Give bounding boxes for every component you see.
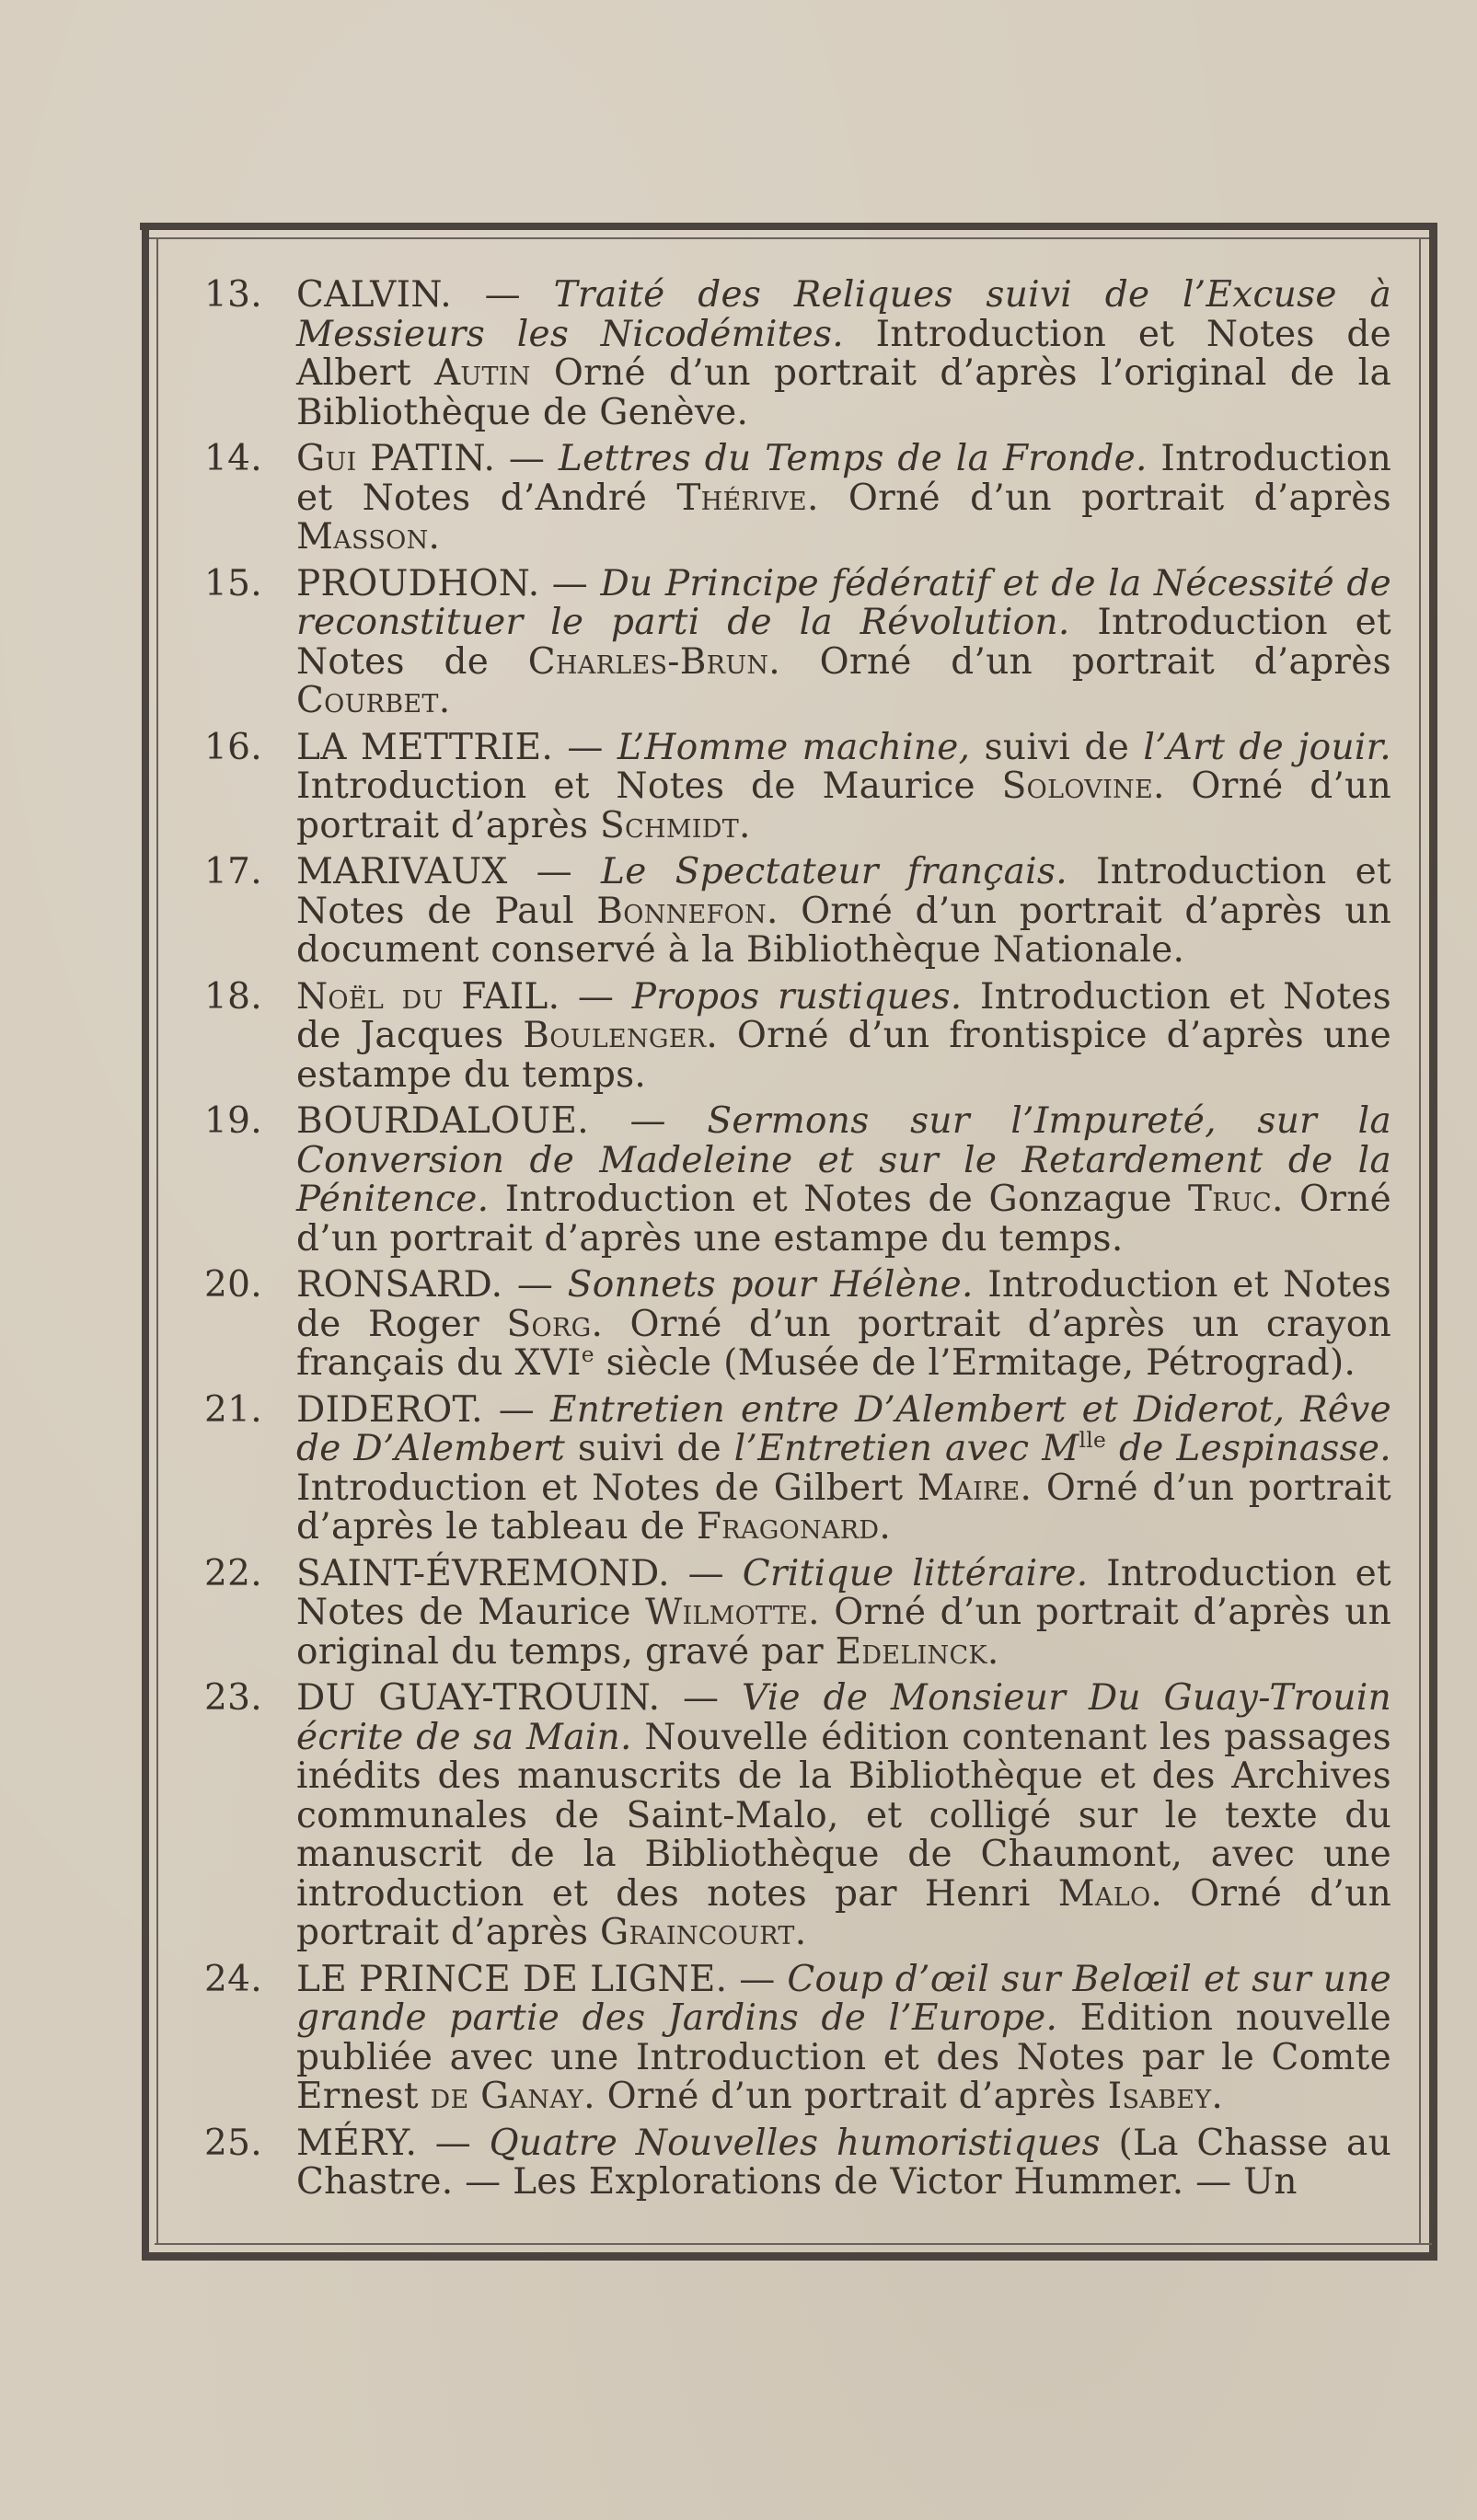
entry-author: SAINT-ÉVREMOND. (296, 1552, 670, 1594)
entry-text: . Orné d’un portrait d’après un original du temps, gravé par (296, 1592, 1391, 1673)
catalog-entry-21 (204, 1388, 1391, 1548)
catalog-entry-20 (204, 1266, 1391, 1384)
entry-author: LE PRINCE DE LIGNE. (296, 1958, 728, 2000)
entry-name: Courbet (296, 680, 439, 721)
frame-border-left (142, 223, 149, 2261)
entry-number: 14. (204, 438, 262, 479)
entry-dash: — (451, 274, 554, 316)
frame-border-bottom (147, 2252, 1436, 2261)
entry-name: Wilmotte (645, 1592, 809, 1633)
entry-name: Solovine (1001, 765, 1153, 807)
entry-name: Boulenger (523, 1015, 707, 1056)
entry-text: Introduction et Notes de Gilbert (296, 1467, 917, 1509)
entry-superscript: lle (1079, 1427, 1107, 1453)
entry-text: Introduction et Notes de (296, 602, 1391, 683)
entry-name: Sorg (506, 1303, 592, 1345)
entry-name: Thérive (676, 477, 807, 519)
frame-rule-top (147, 237, 1434, 239)
entry-number: 25. (204, 2122, 262, 2164)
catalog-entry-13 (204, 276, 1391, 432)
entry-title: Le Spectateur français. (601, 851, 1067, 892)
entry-dash: — (727, 1958, 788, 2000)
entry-number: 20. (204, 1264, 262, 1306)
entry-name: Graincourt (600, 1912, 795, 1953)
entry-dash: — (495, 438, 559, 479)
entry-text: Introduction et Notes de Paul (296, 851, 1391, 932)
entry-name: Bonnefon (596, 890, 767, 932)
entry-name: Maire (917, 1467, 1021, 1509)
entry-title: Propos rustiques. (631, 975, 963, 1018)
frame-rule-left (156, 237, 158, 2245)
catalog-entry-18 (204, 975, 1392, 1096)
entry-text: . Orné d’un portrait d’après une estampe du temps. (296, 1179, 1391, 1260)
entry-text: . (1211, 2076, 1224, 2117)
entry-text: Introduction et Notes d’André (296, 438, 1391, 519)
entry-author: CALVIN. (296, 274, 452, 316)
entry-text: . Orné d’un portrait d’après (768, 640, 1391, 683)
entry-name: de Ganay (430, 2076, 584, 2117)
entry-name: Truc (1187, 1179, 1272, 1220)
entry-author: DIDEROT. (296, 1388, 483, 1431)
catalog-entry-25 (204, 2124, 1391, 2203)
entry-text: Introduction et Notes de Albert (296, 313, 1391, 394)
entry-dash: — (553, 726, 617, 768)
entry-name: Edelinck (835, 1630, 987, 1673)
entry-title: Quatre Nouvelles humoristiques (489, 2122, 1101, 2164)
entry-author: FAIL. (443, 975, 560, 1018)
entry-superscript: e (581, 1341, 594, 1367)
entry-number: 19. (204, 1100, 262, 1142)
entry-text: Nouvelle édition contenant les passages inédits des manuscrits de la Bibliothèque et des Archives communales de Saint-Malo, et colligé sur le texte du manuscrit de la Bibliothèque de Chaumont, avec une introduction et des notes par Henri (296, 1716, 1391, 1915)
entry-number: 18. (204, 975, 262, 1018)
entry-title: Entretien entre D’Alembert et Diderot, Rêve de D’Alembert (296, 1388, 1391, 1469)
entry-number: 22. (204, 1552, 262, 1594)
entry-text: . Orné d’un portrait d’après (806, 477, 1391, 519)
frame-border-top (140, 223, 1437, 230)
entry-title: Lettres du Temps de la Fronde. (558, 438, 1148, 479)
entry-text: Introduction et Notes de Gonzague (489, 1179, 1188, 1220)
entry-dash: — (588, 1100, 708, 1142)
entry-number: 13. (204, 274, 262, 316)
entry-author: DU GUAY-TROUIN. (296, 1677, 661, 1719)
entry-text: Edition nouvelle publiée avec une Introduction et des Notes par le Comte Ernest (296, 1997, 1391, 2117)
catalog-entry-15 (204, 562, 1391, 721)
entry-dash: — (507, 851, 602, 892)
entry-dash: — (560, 975, 632, 1018)
entry-title: l’Entretien avec M (733, 1428, 1079, 1469)
entry-title: Sonnets pour Hélène. (567, 1264, 974, 1306)
entry-title: Critique littéraire. (742, 1552, 1089, 1594)
entry-name: Charles-Brun (527, 640, 769, 683)
frame-border-right (1429, 223, 1437, 2261)
frame-rule-right (1419, 237, 1421, 2245)
catalog-entry-14 (204, 440, 1391, 558)
entry-author-prefix: Gui (296, 438, 357, 479)
entry-title: Vie de Monsieur Du Guay-Trouin écrite de sa Main. (296, 1677, 1391, 1758)
entry-name: Malo (1057, 1872, 1151, 1915)
entry-dash: — (482, 1388, 550, 1431)
entry-author: PROUDHON. (296, 562, 540, 604)
catalog-entry-22 (204, 1552, 1391, 1673)
entry-name: Isabey (1107, 2076, 1212, 2117)
entry-text: siècle (Musée de l’Ermitage, Pétrograd). (594, 1342, 1356, 1384)
entry-title: Du Principe fédératif et de la Nécessité de reconstituer le parti de la Révolution. (296, 562, 1391, 643)
entry-author: PATIN. (356, 438, 496, 479)
catalog-entry-17 (204, 853, 1391, 971)
entry-author-prefix: Noël du (296, 975, 444, 1018)
entry-text: Introduction et Notes de Maurice (296, 765, 1002, 807)
entry-text: Introduction et Notes de Maurice (296, 1552, 1391, 1633)
entry-text: . Orné d’un portrait d’après (296, 765, 1391, 846)
entry-dash: — (660, 1677, 742, 1719)
entry-text: suivi de (565, 1428, 734, 1469)
entry-text: . Orné d’un frontispice d’après une estampe du temps. (296, 1015, 1391, 1096)
catalog-entry-24 (204, 1958, 1391, 2117)
entry-number: 15. (204, 562, 262, 604)
entry-name: Autin (433, 352, 531, 394)
entry-text: . (739, 804, 751, 846)
entry-text: Orné d’un portrait d’après l’original de la Bibliothèque de Genève. (296, 352, 1391, 433)
entry-name: Fragonard (696, 1506, 880, 1548)
entry-title: Sermons sur l’Impureté, sur la Conversion de Madeleine et sur le Retardement de la Pénitence. (296, 1100, 1391, 1220)
entry-title: Coup d’œil sur Belœil et sur une grande partie des Jardins de l’Europe. (296, 1958, 1391, 2039)
entry-title: l’Art de jouir. (1143, 726, 1392, 768)
entry-text: . (987, 1630, 999, 1673)
entry-text: . Orné d’un portrait d’après (296, 1872, 1391, 1953)
entry-text: suivi de (970, 726, 1144, 768)
entry-text: . (794, 1912, 807, 1953)
entry-text: (La Chasse au Chastre. — Les Explorations de Victor Hummer. — Un (296, 2122, 1391, 2203)
entry-dash: — (539, 562, 601, 604)
entry-name: Masson (296, 516, 429, 558)
entry-text: . Orné d’un portrait d’après un crayon français du XVI (296, 1303, 1392, 1384)
entry-text: . Orné d’un portrait d’après (583, 2076, 1108, 2117)
entry-author: LA METTRIE. (296, 726, 554, 768)
entry-dash: — (502, 1264, 568, 1306)
entry-text: . (879, 1506, 892, 1548)
entry-text: . Orné d’un portrait d’après un document conservé à la Bibliothèque Nationale. (296, 890, 1391, 971)
entry-title: L’Homme machine, (617, 726, 971, 768)
frame-rule-bottom (155, 2243, 1432, 2245)
entry-author: MARIVAUX (296, 851, 508, 892)
entry-number: 17. (204, 851, 262, 892)
entry-number: 16. (204, 726, 262, 768)
entry-number: 24. (204, 1958, 262, 2000)
catalog-list (204, 276, 1391, 2210)
entry-number: 23. (204, 1677, 262, 1719)
entry-number: 21. (204, 1388, 262, 1431)
catalog-entry-16 (204, 726, 1392, 846)
entry-text: . (428, 516, 441, 558)
entry-dash: — (669, 1552, 743, 1594)
entry-title: de Lespinasse. (1106, 1428, 1391, 1469)
entry-title: Traité des Reliques suivi de l’Excuse à Messieurs les Nicodémites. (296, 274, 1392, 355)
entry-author: BOURDALOUE. (296, 1100, 589, 1142)
entry-dash: — (417, 2122, 490, 2164)
catalog-entry-23 (204, 1679, 1391, 1953)
entry-text: Introduction et Notes de Roger (296, 1264, 1391, 1345)
entry-author: MÉRY. (296, 2122, 418, 2164)
entry-author: RONSARD. (296, 1264, 503, 1306)
entry-name: Schmidt (600, 804, 740, 846)
entry-text: . Orné d’un portrait d’après le tableau de (296, 1467, 1391, 1548)
catalog-entry-19 (204, 1102, 1391, 1259)
entry-text: Introduction et Notes de Jacques (296, 975, 1392, 1056)
entry-text: . (438, 680, 451, 721)
